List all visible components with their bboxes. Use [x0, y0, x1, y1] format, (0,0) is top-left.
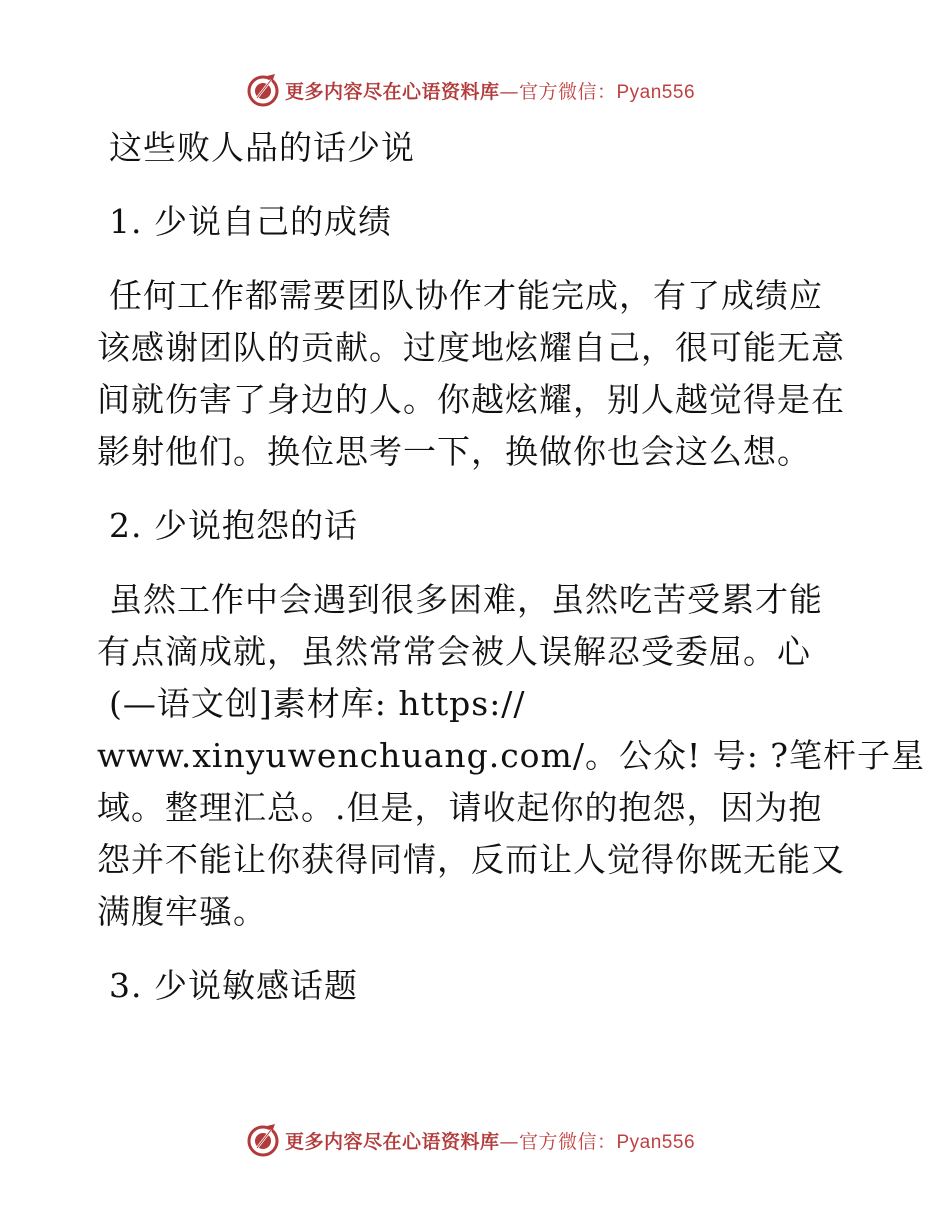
footer-separator: —: [499, 1130, 519, 1153]
footer-text: [285, 1127, 695, 1154]
document-title: 这些败人品的话少说: [109, 128, 415, 167]
section-1-heading: 1. 少说自己的成绩: [109, 202, 392, 241]
section-2-line: www.xinyuwenchuang.com/。公众! 号: ?笔杆子星: [97, 736, 925, 775]
section-2-heading: 2. 少说抱怨的话: [109, 506, 358, 545]
footer-wechat-id: Pyan556: [616, 1131, 696, 1153]
section-1-line: 影射他们。换位思考一下，换做你也会这么想。: [97, 432, 811, 471]
header-banner: [0, 70, 950, 110]
section-3-heading: 3. 少说敏感话题: [109, 966, 358, 1005]
section-2-line: 有点滴成就，虽然常常会被人误解忍受委屈。心: [97, 632, 811, 671]
header-banner-inner: [245, 72, 695, 108]
section-2-line: 域。整理汇总。.但是，请收起你的抱怨，因为抱: [97, 788, 823, 827]
section-1-line: 间就伤害了身边的人。你越炫耀，别人越觉得是在: [97, 380, 845, 419]
header-text: [285, 77, 695, 104]
section-1-line: 该感谢团队的贡献。过度地炫耀自己，很可能无意: [97, 328, 845, 367]
section-2-line: 虽然工作中会遇到很多困难，虽然吃苦受累才能: [109, 580, 823, 619]
section-2-line: 满腹牢骚。: [97, 892, 267, 931]
section-1-line: 任何工作都需要团队协作才能完成，有了成绩应: [109, 276, 823, 315]
document-body: [97, 122, 925, 1012]
section-2-line: (—语文创]素材库: https://: [109, 684, 526, 723]
footer-brand: 更多内容尽在心语资料库: [284, 1130, 500, 1153]
header-separator: —: [499, 80, 519, 103]
pen-logo-icon: [245, 72, 281, 108]
section-2-line: 怨并不能让你获得同情，反而让人觉得你既无能又: [97, 840, 845, 879]
footer-banner: [0, 1120, 950, 1160]
footer-wechat-label: 官方微信：: [518, 1130, 617, 1153]
header-wechat-id: Pyan556: [616, 81, 696, 103]
pen-logo-icon: [245, 1122, 281, 1158]
header-brand: 更多内容尽在心语资料库: [284, 80, 500, 103]
header-wechat-label: 官方微信：: [518, 80, 617, 103]
footer-banner-inner: [245, 1122, 695, 1158]
